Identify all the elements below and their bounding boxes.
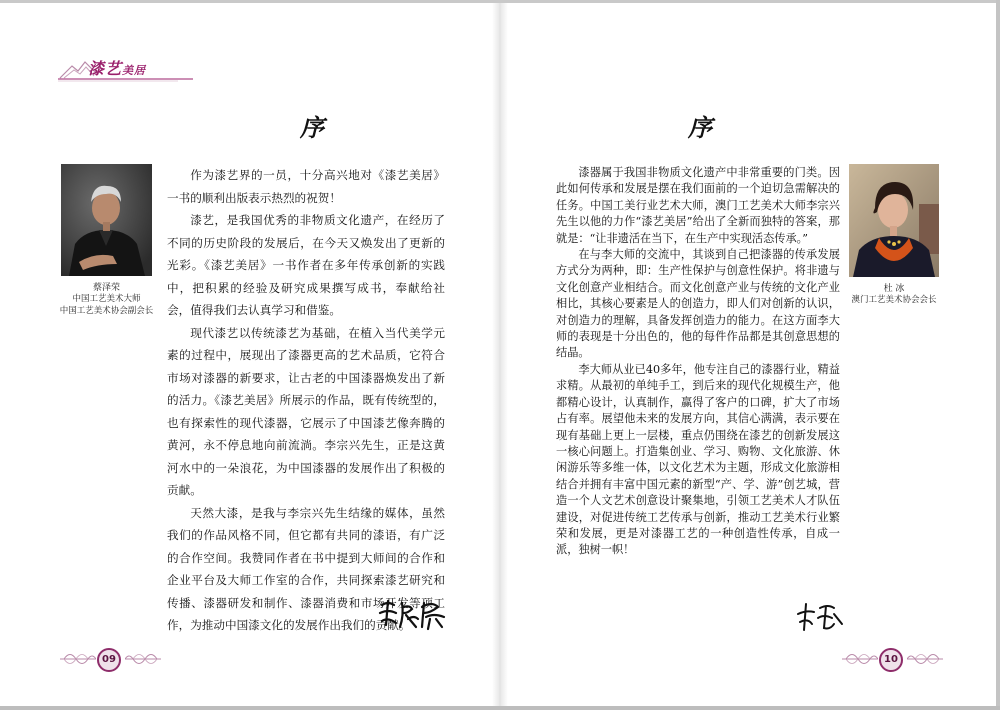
page-edge-bottom	[0, 706, 1000, 710]
page-number: 10	[879, 648, 903, 672]
author-title-1: 澳门工艺美术协会会长	[851, 295, 937, 305]
paragraph: 现代漆艺以传统漆艺为基础，在植入当代美学元素的过程中，展现出了漆器更高的艺术品质，它符合市场对漆器的新要求，让古老的中国漆器焕发出了新的活力。《漆艺美居》所展示的作品，既有传统型的，也有探索性的现代漆器，它展示了中国漆艺像奔腾的黄河，永不停息地向前流淌。李宗兴先生，正是这黄河水中的一朵浪花，为中国漆器的发展作出了积极的贡献。	[167, 325, 445, 497]
footer-ornament-icon	[842, 644, 878, 674]
author-title-1: 中国工艺美术大师	[72, 294, 141, 304]
author-title-2: 中国工艺美术协会副会长	[59, 306, 154, 316]
right-page	[508, 0, 996, 706]
page-edge-right	[996, 0, 1000, 710]
preface-text-left	[167, 164, 445, 637]
paragraph: 天然大漆，是我与李宗兴先生结缘的媒体，虽然我们的作品风格不同，但它都有共同的漆语，有广泛的合作空间。我赞同作者在书中提到大师间的合作和企业平台及大师工作室的合作，共同探索漆艺研究和传播、漆器研发和制作、漆器消费和市场开发等项工作，为推动中国漆文化的发展作出我们的贡献。	[167, 505, 445, 632]
author-signature	[378, 597, 450, 631]
page-title: 序	[688, 113, 712, 142]
paragraph: 李大师从业已40多年，他专注自己的漆器行业，精益求精。从最初的单纯手工，到后来的现代化规模生产，他都精心设计，认真制作，赢得了客户的口碑，扩大了市场占有率。展望他未来的发展方向，其信心满满，表示要在现有基础上更上一层楼，重点仍围绕在漆艺的创新发展这一核心问题上。打造集创业、学习、购物、文化旅游、休闲游乐等多维一体，以文化艺术为主题，形成文化旅游相结合并拥有丰富中国元素的新型“产、学、游”创艺城，营造一个人文艺术创意设计聚集地，引领工艺美术人才队伍建设，对促进传统工艺传承与创新，推动工艺美术行业繁荣和发展，更是对漆器工艺的一种创造性传承，自成一派，独树一帜！	[556, 362, 840, 557]
footer-ornament-icon	[60, 644, 96, 674]
page-number: 09	[97, 648, 121, 672]
author-photo	[61, 164, 152, 276]
author-photo	[849, 164, 939, 277]
left-page	[0, 0, 492, 706]
author-signature	[794, 600, 846, 634]
footer-ornament-icon	[125, 644, 161, 674]
paragraph: 漆器属于我国非物质文化遗产中非常重要的门类。因此如何传承和发展是摆在我们面前的一个迫切急需解决的任务。中国工美行业艺术大师，澳门工艺美术大师李宗兴先生以他的力作“漆艺美居”给出了全新而独特的答案，那就是：“让非遗活在当下，在生产中实现活态传承。”	[556, 166, 840, 245]
author-name: 杜 冰	[883, 284, 905, 294]
page-title: 序	[300, 113, 324, 142]
preface-text-right	[556, 165, 840, 559]
logo-text: 漆艺美居	[88, 59, 147, 78]
footer-ornament-icon	[907, 644, 943, 674]
paragraph: 漆艺，是我国优秀的非物质文化遗产，在经历了不同的历史阶段的发展后，在今天又焕发出了更新的光彩。《漆艺美居》一书作者在多年传承创新的实践中，把积累的经验及研究成果撰写成书，奉献给社会，值得我们去认真学习和借鉴。	[167, 213, 445, 317]
author-name: 蔡泽荣	[92, 283, 120, 293]
book-gutter	[492, 3, 508, 706]
paragraph: 作为漆艺界的一员，十分高兴地对《漆艺美居》一书的顺利出版表示热烈的祝贺！	[167, 168, 445, 205]
paragraph: 在与李大师的交流中，其谈到自己把漆器的传承发展方式分为两种，即：生产性保护与创意性保护。将非遗与文化创意产业相结合。而文化创意产业与传统的文化产业相比，其核心要素是人的创造力，即人们对创新的认识，对创造力的理解，具备发挥创造力的能力。在这方面李大师的表现是十分出色的，他的每件作品都是其创意思想的结晶。	[556, 248, 840, 360]
